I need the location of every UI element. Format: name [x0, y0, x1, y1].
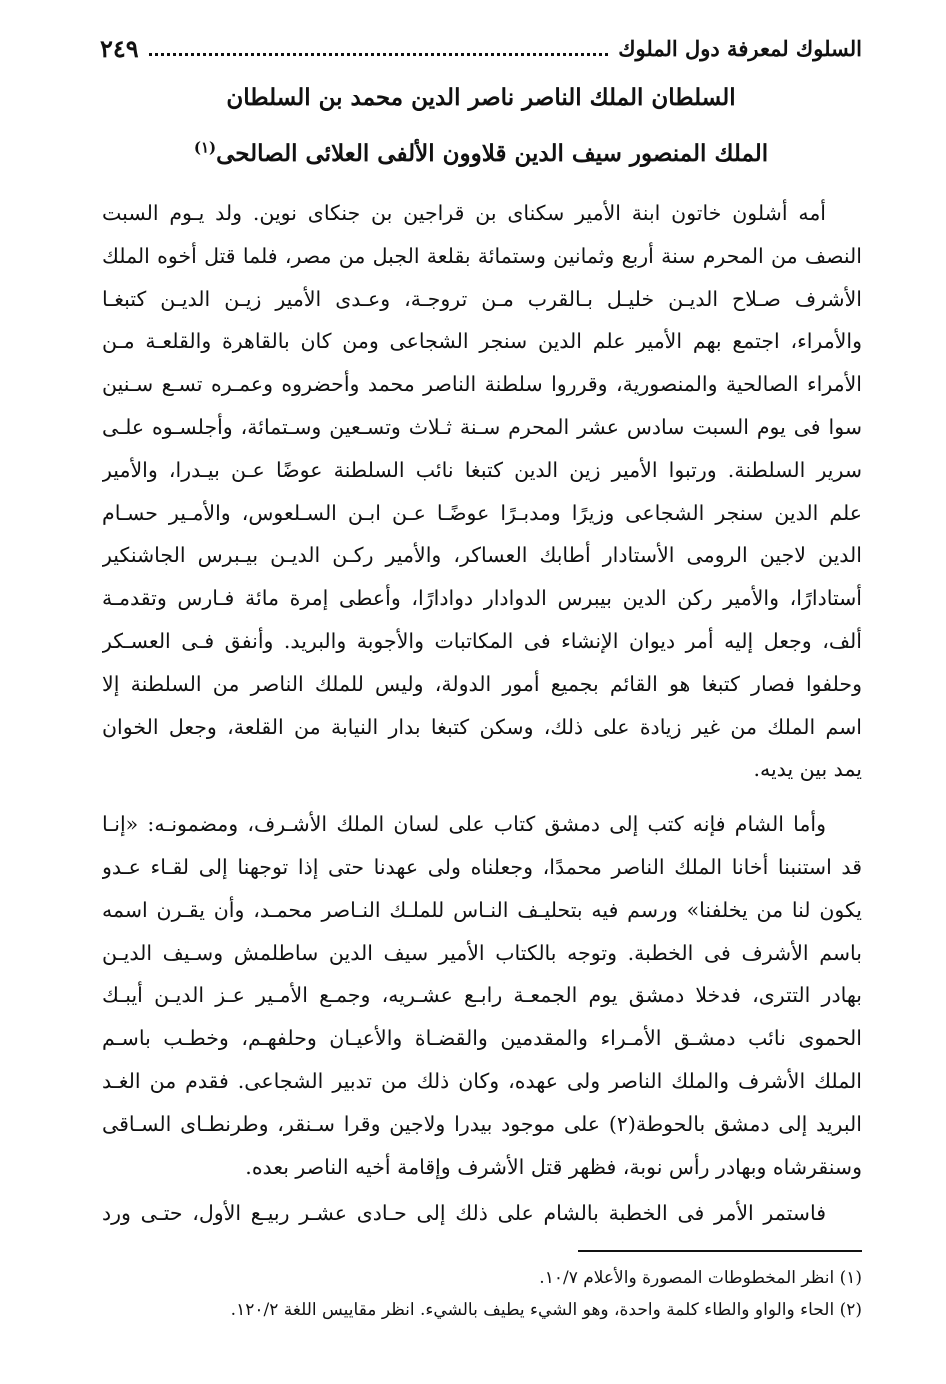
- text-line: وحلفوا فصار كتبغا هو القائم بجميع أمور الدولة، وليس للملك الناصر من السلطنة إلا: [102, 671, 862, 696]
- text-line: البريد إلى دمشق بالحوطة(٢) على موجود بيدرا ولاجين وقرا سـنقر، وطرنطـاى السـاقى: [102, 1111, 862, 1136]
- text-line: أمه أشلون خاتون ابنة الأمير سكناى بن قراجين بن جنكاى نوين. ولد يـوم السبت: [102, 201, 826, 225]
- running-head: [100, 30, 862, 66]
- leader-dots: [149, 53, 609, 56]
- chapter-title-text-2: الملك المنصور سيف الدين قلاوون الألفى العلائى الصالحى: [216, 140, 769, 167]
- text-line: النصف من المحرم سنة أربع وثمانين وستمائة بقلعة الجبل من مصر، فلما قتل أخوه الملك: [102, 243, 862, 268]
- text-line: اسم الملك من غير زيادة على ذلك، وسكن كتبغا بدار النيابة من القلعة، وجعل الخوان: [102, 714, 862, 739]
- paragraph-2: [102, 803, 862, 1188]
- text-line: باسم الأشرف فى الخطبة. وتوجه بالكتاب الأمير سيف الدين ساطلمش وسـيف الديـن: [102, 940, 862, 965]
- footnote-1: (١) انظر المخطوطات المصورة والأعلام ١٠/٧.: [539, 1268, 862, 1288]
- text-line: قد استنبنا أخانا الملك الناصر محمدًا، وجعلناه ولى عهدنا حتى إذا توجهنا إلى لقـاء عـدو: [102, 854, 862, 879]
- paragraph-3: [102, 1192, 862, 1235]
- text-line: الأمراء الصالحية والمنصورية، وقرروا سلطنة الناصر محمد وأحضروه وعمـره تسـع سـنين: [102, 372, 862, 397]
- text-line: ألف، وجعل إليه أمر ديوان الإنشاء فى المكاتبات والأجوبة والبريد. وأنفق فـى العسـكر: [102, 628, 862, 653]
- text-line: يمد بين يديه.: [753, 757, 862, 782]
- chapter-title-line-1: [100, 84, 862, 111]
- text-line: الأشرف صـلاح الديـن خليـل بـالقرب مـن تروجـة، وعـدى الأمير زيـن الديـن كتبغـا: [102, 286, 862, 311]
- text-line: أستادارًا، والأمير ركن الدين بيبرس الدوادار دوادارًا، وأعطى إمرة مائة فـارس وتقدمـة: [102, 586, 862, 611]
- footnote-2: (٢) الحاء والواو والطاء كلمة واحدة، وهو الشيء يطيف بالشيء. انظر مقاييس اللغة ١٢٠/٢.: [230, 1300, 862, 1320]
- text-line: وأما الشام فإنه كتب إلى دمشق كتاب على لسان الملك الأشـرف، ومضمونـه: «إنـا: [102, 812, 826, 837]
- text-line: فاستمر الأمر فى الخطبة بالشام على ذلك إلى حـادى عشـر ربيـع الأول، حتـى ورد: [102, 1201, 826, 1226]
- page-number: ٢٤٩: [100, 33, 139, 63]
- text-line: سوا فى يوم السبت سادس عشر المحرم سـنة ثـلاث وتسـعين وسـتمائة، وأجلسـوه علـى: [102, 414, 862, 439]
- text-line: سرير السلطنة. ورتبوا الأمير زين الدين كتبغا نائب السلطنة عوضًا عـن بيـدرا، والأمير: [102, 457, 862, 482]
- body-text: [102, 192, 862, 1235]
- text-line: علم الدين سنجر الشجاعى وزيرًا ومدبـرًا عوضًـا عـن ابـن السـلعوس، والأمـير حسـام: [102, 500, 862, 525]
- chapter-title-line-2: [100, 140, 862, 167]
- text-line: الحموى نائب دمشـق الأمـراء والمقدمين والقضـاة والأعيـان وحلفهـم، وخطـب باسـم: [102, 1026, 862, 1051]
- text-line: يكون لنا من يخلفنا» ورسم فيه بتحليـف النـاس للملـك النـاصر محمـد، وأن يقـرن اسمه: [102, 897, 862, 922]
- footnote-separator: [578, 1250, 862, 1252]
- paragraph-1: [102, 192, 862, 791]
- chapter-title-text-1: السلطان الملك الناصر ناصر الدين محمد بن السلطان: [226, 84, 736, 111]
- text-line: بهادر التترى، فدخلا دمشق يوم الجمعـة رابـع عشـريه، وجمـع الأمـير عـز الديـن أيبـك: [102, 983, 862, 1008]
- text-line: الملك الأشرف والملك الناصر ولى عهده، وكان ذلك من تدبير الشجاعى. فقدم من الغـد: [102, 1068, 862, 1093]
- text-line: وسنقرشاه وبهادر رأس نوبة، فظهر قتل الأشرف وإقامة أخيه الناصر بعده.: [245, 1154, 862, 1179]
- book-title: السلوك لمعرفة دول الملوك: [618, 35, 862, 61]
- text-line: والأمراء، اجتمع بهم الأمير علم الدين سنجر الشجاعى ومن كان بالقاهرة والقلعـة مـن: [102, 329, 862, 354]
- footnote-ref-1: (١): [193, 138, 217, 157]
- text-line: الدين لاجين الرومى الأستادار أطابك العساكر، والأمير ركـن الديـن بيـبرس الجاشنكير: [102, 543, 862, 568]
- footnotes: [100, 1262, 862, 1326]
